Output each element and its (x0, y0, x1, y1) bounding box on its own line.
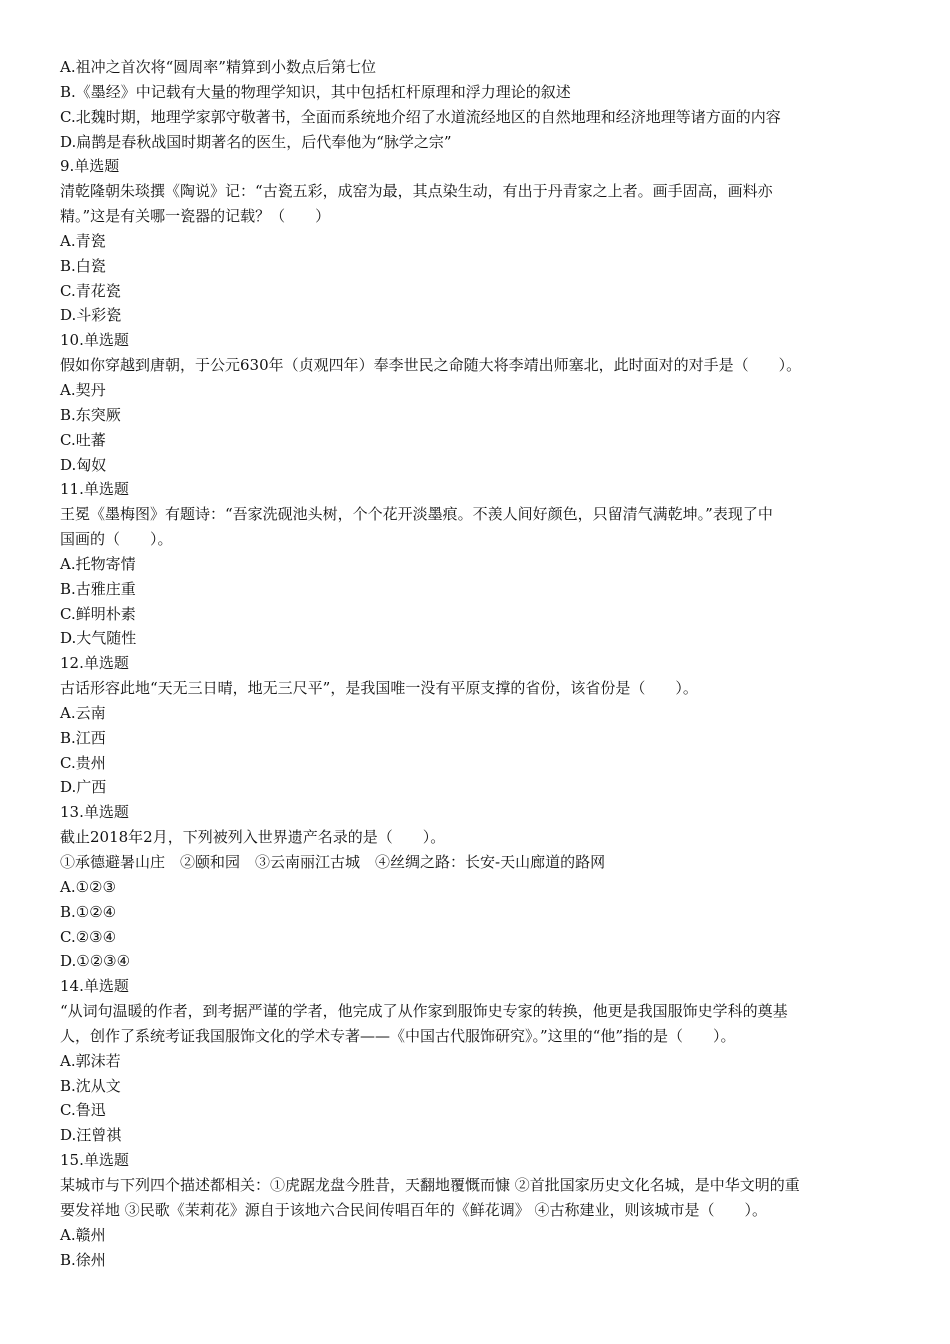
answer-option: B.东突厥 (60, 405, 121, 424)
answer-option: B.《墨经》中记载有大量的物理学知识，其中包括杠杆原理和浮力理论的叙述 (60, 82, 571, 101)
answer-option: D.斗彩瓷 (60, 306, 122, 325)
question-text: 截止2018年2月，下列被列入世界遗产名录的是（ ）。 (60, 828, 446, 847)
answer-option: A.托物寄情 (60, 554, 136, 573)
answer-option: D.汪曾祺 (60, 1126, 122, 1145)
question-text: 清乾隆朝朱琰撰《陶说》记：“古瓷五彩，成窑为最，其点染生动，有出于丹青家之上者。画手固高，画料亦 (60, 182, 773, 201)
answer-option: D.①②③④ (60, 952, 131, 971)
question-text: 假如你穿越到唐朝，于公元630年（贞观四年）奉李世民之命随大将李靖出师塞北，此时面对的对手是（ ）。 (60, 356, 802, 375)
answer-option: C.鲁迅 (60, 1101, 106, 1120)
answer-option: A.祖冲之首次将“圆周率”精算到小数点后第七位 (60, 58, 376, 76)
question-text: 古话形容此地“天无三日晴，地无三尺平”，是我国唯一没有平原支撑的省份，该省份是（ ）。 (60, 679, 698, 698)
answer-option: A.郭沫若 (60, 1051, 121, 1070)
question-header: 12.单选题 (60, 654, 129, 673)
answer-option: D.扁鹊是春秋战国时期著名的医生，后代奉他为“脉学之宗” (60, 132, 452, 151)
answer-option: D.大气随性 (60, 629, 137, 648)
document-page (60, 55, 895, 1272)
answer-option: B.徐州 (60, 1250, 106, 1269)
answer-option: D.广西 (60, 778, 107, 797)
answer-option: A.青瓷 (60, 231, 106, 250)
question-text: “从词句温暖的作者，到考据严谨的学者，他完成了从作家到服饰史专家的转换，他更是我国服饰史学科的奠基 (60, 1002, 788, 1021)
answer-option: A.云南 (60, 703, 106, 722)
question-header: 14.单选题 (60, 977, 129, 996)
answer-option: B.①②④ (60, 902, 117, 921)
question-header: 10.单选题 (60, 331, 129, 350)
answer-option: A.契丹 (60, 380, 106, 399)
question-header: 9.单选题 (60, 157, 120, 176)
answer-option: A.①②③ (60, 877, 116, 896)
answer-option: C.鲜明朴素 (60, 604, 136, 623)
question-text: 王冕《墨梅图》有题诗：“吾家洗砚池头树，个个花开淡墨痕。不羡人间好颜色，只留清气满乾坤。”表现了中 (60, 505, 773, 524)
question-text: 人，创作了系统考证我国服饰文化的学术专著——《中国古代服饰研究》。”这里的“他”指的是（ ）。 (60, 1026, 736, 1045)
question-header: 15.单选题 (60, 1151, 129, 1170)
answer-option: C.②③④ (60, 927, 117, 946)
question-text: ①承德避暑山庄 ②颐和园 ③云南丽江古城 ④丝绸之路：长安-天山廊道的路网 (60, 853, 606, 871)
answer-option: C.青花瓷 (60, 281, 121, 300)
answer-option: A.赣州 (60, 1225, 106, 1244)
question-text: 某城市与下列四个描述都相关：①虎踞龙盘今胜昔，天翻地覆慨而慷 ②首批国家历史文化名城，是中华文明的重 (60, 1175, 800, 1194)
question-header: 13.单选题 (60, 803, 129, 822)
answer-option: D.匈奴 (60, 455, 107, 474)
question-header: 11.单选题 (60, 480, 129, 499)
answer-option: B.沈从文 (60, 1076, 121, 1095)
answer-option: B.白瓷 (60, 256, 106, 275)
answer-option: C.北魏时期，地理学家郭守敬著书，全面而系统地介绍了水道流经地区的自然地理和经济地理等诸方面的内容 (60, 107, 781, 126)
question-text: 精。”这是有关哪一瓷器的记载？（ ） (60, 207, 331, 226)
answer-option: B.古雅庄重 (60, 579, 136, 598)
answer-option: C.贵州 (60, 753, 106, 772)
question-text: 国画的（ ）。 (60, 530, 173, 549)
answer-option: B.江西 (60, 728, 106, 747)
answer-option: C.吐蕃 (60, 430, 106, 449)
question-text: 要发祥地 ③民歌《茉莉花》源自于该地六合民间传唱百年的《鲜花调》 ④古称建业，则该城市是（ ）。 (60, 1200, 768, 1219)
